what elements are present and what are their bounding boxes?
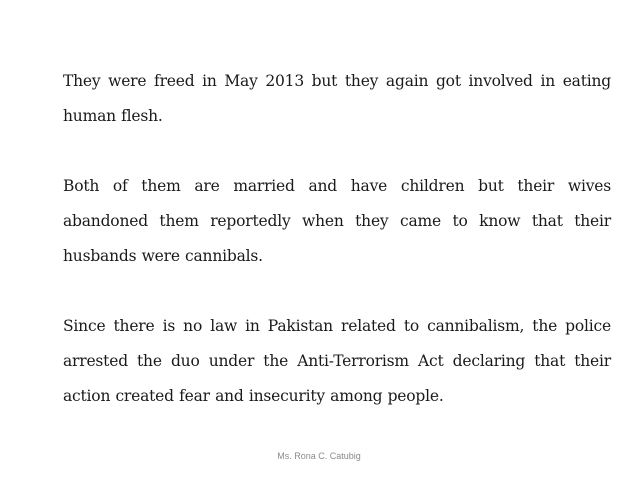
paragraph-married: Both of them are married and have children but their wives abandoned them reportedly when they came to know that their husbands were cannibals. bbox=[63, 177, 611, 265]
paragraph-law: Since there is no law in Pakistan related to cannibalism, the police arrested the duo under the Anti-Terrorism Act declaring that their action created fear and insecurity among people. bbox=[63, 317, 611, 405]
paragraph-freed: They were freed in May 2013 but they again got involved in eating human flesh. bbox=[63, 72, 611, 125]
slide-body bbox=[63, 64, 611, 414]
slide-footer-author: Ms. Rona C. Catubig bbox=[277, 451, 361, 461]
